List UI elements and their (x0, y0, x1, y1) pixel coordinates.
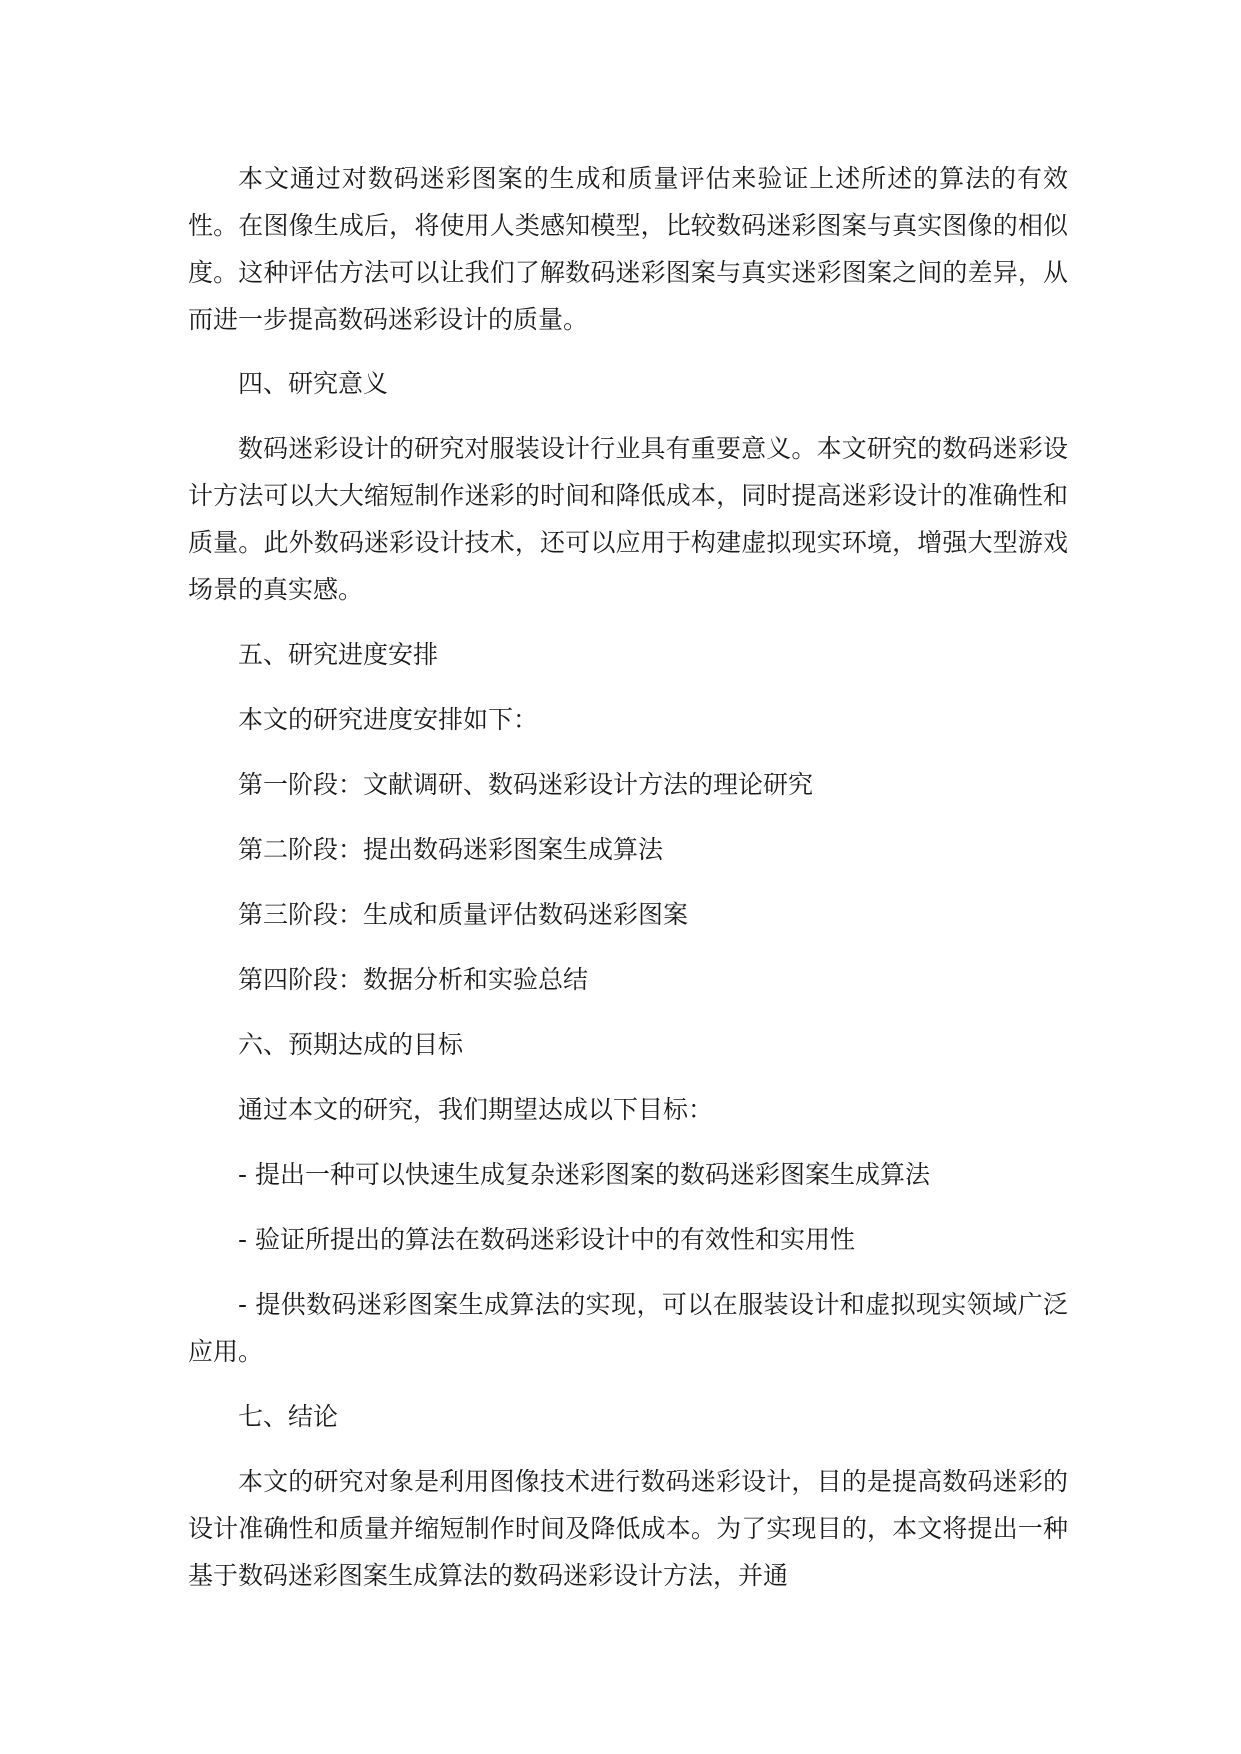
paragraph-evaluation: 本文通过对数码迷彩图案的生成和质量评估来验证上述所述的算法的有效性。在图像生成后，将使用人类感知模型，比较数码迷彩图案与真实图像的相似度。这种评估方法可以让我们了解数码迷彩图案与真实迷彩图案之间的差异，从而进一步提高数码迷彩设计的质量。 (188, 164, 1068, 334)
goals-intro: 通过本文的研究，我们期望达成以下目标： (238, 1095, 714, 1124)
goal-item-1: - 提出一种可以快速生成复杂迷彩图案的数码迷彩图案生成算法 (238, 1160, 930, 1189)
goal-item-2: - 验证所提出的算法在数码迷彩设计中的有效性和实用性 (238, 1225, 855, 1254)
schedule-stage-3: 第三阶段：生成和质量评估数码迷彩图案 (238, 900, 689, 929)
document-body (188, 155, 1068, 1617)
paragraph-conclusion: 本文的研究对象是利用图像技术进行数码迷彩设计，目的是提高数码迷彩的设计准确性和质量并缩短制作时间及降低成本。为了实现目的，本文将提出一种基于数码迷彩图案生成算法的数码迷彩设计方法，并通 (188, 1467, 1068, 1590)
heading-research-schedule: 五、研究进度安排 (238, 640, 439, 669)
paragraph-significance: 数码迷彩设计的研究对服装设计行业具有重要意义。本文研究的数码迷彩设计方法可以大大缩短制作迷彩的时间和降低成本，同时提高迷彩设计的准确性和质量。此外数码迷彩设计技术，还可以应用于构建虚拟现实环境，增强大型游戏场景的真实感。 (188, 434, 1068, 604)
schedule-stage-1: 第一阶段：文献调研、数码迷彩设计方法的理论研究 (238, 770, 814, 799)
schedule-intro: 本文的研究进度安排如下： (238, 705, 539, 734)
schedule-stage-4: 第四阶段：数据分析和实验总结 (238, 965, 589, 994)
goal-item-3: - 提供数码迷彩图案生成算法的实现，可以在服装设计和虚拟现实领域广泛应用。 (188, 1290, 1068, 1366)
heading-research-significance: 四、研究意义 (238, 369, 389, 398)
heading-expected-goals: 六、预期达成的目标 (238, 1030, 464, 1059)
schedule-stage-2: 第二阶段：提出数码迷彩图案生成算法 (238, 835, 664, 864)
heading-conclusion: 七、结论 (238, 1402, 339, 1431)
